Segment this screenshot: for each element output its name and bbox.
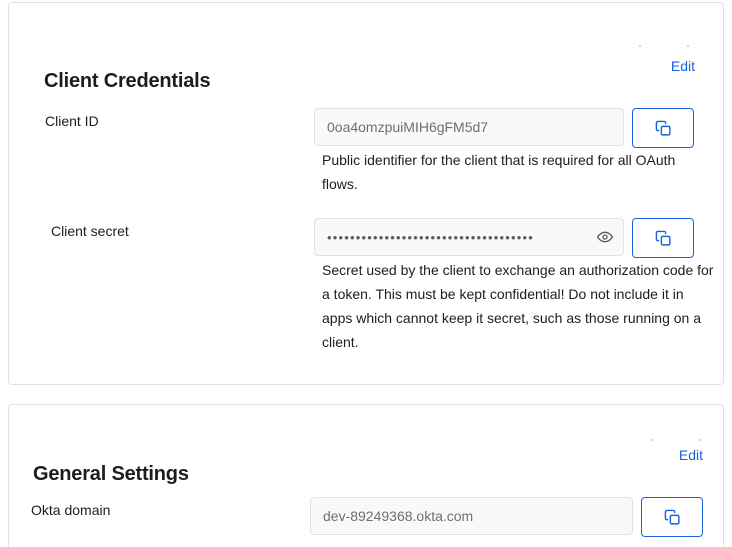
copy-okta-domain-button[interactable] [641, 497, 703, 537]
client-id-help-text: Public identifier for the client that is required for all OAuth flows. [322, 152, 676, 192]
eye-icon[interactable] [595, 227, 615, 247]
edit-general-settings-button[interactable]: Edit [678, 447, 703, 463]
okta-domain-row [310, 497, 703, 537]
client-secret-label: Client secret [51, 223, 129, 239]
clipboard-icon [655, 120, 672, 137]
page-title: Client Credentials [44, 69, 211, 92]
client-id-input[interactable] [314, 108, 624, 146]
clipboard-icon [655, 230, 672, 247]
client-secret-input[interactable]: •••••••••••••••••••••••••••••••••••• [314, 218, 624, 256]
client-id-label: Client ID [45, 113, 99, 129]
client-credentials-card [8, 2, 724, 385]
edit-client-credentials-button[interactable]: Edit [670, 58, 695, 74]
copy-client-id-button[interactable] [632, 108, 694, 148]
client-id-row [314, 108, 694, 148]
clipboard-icon [664, 509, 681, 526]
general-settings-title: General Settings [33, 462, 189, 485]
okta-domain-input[interactable] [310, 497, 633, 535]
client-secret-help-text: Secret used by the client to exchange an authorization code for a token. This must be kept confidential! Do not include it in apps which cannot keep it secret, such as those running on a client. [322, 262, 714, 350]
decorative-dots [635, 41, 691, 55]
okta-domain-label: Okta domain [31, 502, 111, 518]
client-secret-row [314, 218, 694, 258]
copy-client-secret-button[interactable] [632, 218, 694, 258]
